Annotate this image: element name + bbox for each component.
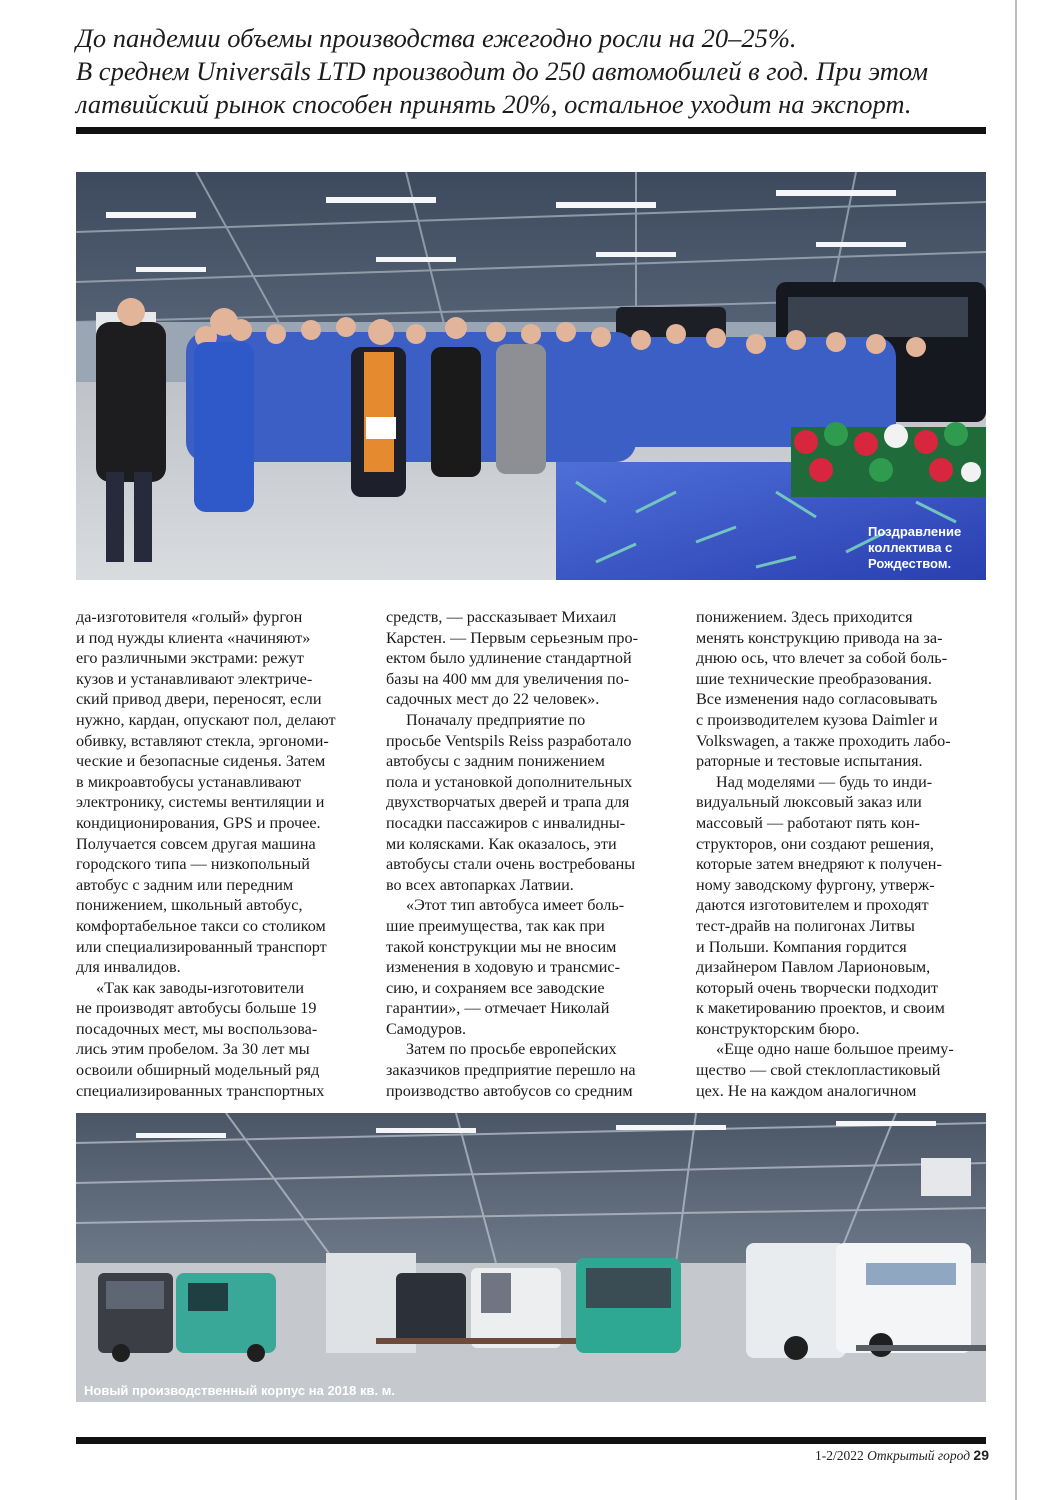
text-line: Поначалу предприятие по bbox=[406, 710, 586, 729]
text-line: с производителем кузова Daimler и bbox=[696, 710, 938, 729]
text-line: Затем по просьбе европейских bbox=[406, 1040, 617, 1059]
text-line: днюю ось, что влечет за собой боль- bbox=[696, 649, 948, 668]
text-line: ческие и безопасные сиденья. Затем bbox=[76, 752, 326, 771]
pull-quote-line: латвийский рынок способен принять 20%, остальное уходит на экспорт. bbox=[76, 89, 912, 119]
text-line: и Польши. Компания гордится bbox=[696, 937, 907, 956]
pull-quote-rule bbox=[76, 127, 986, 134]
text-line: производство автобусов со средним bbox=[386, 1081, 633, 1100]
text-line: понижением, школьный автобус, bbox=[76, 896, 303, 915]
text-line: шие преимущества, так как при bbox=[386, 916, 605, 935]
page-footer bbox=[815, 1447, 989, 1464]
text-line: который очень творчески подходит bbox=[696, 978, 939, 997]
photo-production-hall bbox=[76, 1113, 986, 1402]
text-line: базы на 400 мм для увеличения по- bbox=[386, 669, 630, 688]
article-column-2 bbox=[386, 607, 678, 1101]
pull-quote bbox=[76, 22, 996, 121]
text-line: кондиционирования, GPS и прочее. bbox=[76, 813, 321, 832]
text-line: и под нужды клиента «начиняют» bbox=[76, 628, 311, 647]
text-line: которые затем внедряют к получен- bbox=[696, 855, 942, 874]
text-line: тест-драйв на полигонах Литвы bbox=[696, 916, 915, 935]
text-line: садочных мест до 22 человек». bbox=[386, 690, 600, 709]
photo-caption: Новый производственный корпус на 2018 кв. м. bbox=[84, 1383, 395, 1398]
text-line: городского типа — низкопольный bbox=[76, 855, 310, 874]
text-line: понижением. Здесь приходится bbox=[696, 608, 913, 626]
text-line: конструкторским бюро. bbox=[696, 1019, 860, 1038]
text-line: «Этот тип автобуса имеет боль- bbox=[406, 896, 625, 915]
text-line: кузов и устанавливают электриче- bbox=[76, 669, 313, 688]
text-line: его различными экстрами: режут bbox=[76, 649, 304, 668]
pull-quote-line: В среднем Universāls LTD производит до 250 автомобилей в год. При этом bbox=[76, 56, 929, 86]
text-line: во всех автопарках Латвии. bbox=[386, 875, 574, 894]
issue-number: 1-2/2022 bbox=[815, 1448, 864, 1463]
text-line: освоили обширный модельный ряд bbox=[76, 1061, 320, 1080]
text-line: Все изменения надо согласовывать bbox=[696, 690, 938, 709]
text-line: массовый — работают пять кон- bbox=[696, 813, 920, 832]
text-line: не производят автобусы больше 19 bbox=[76, 999, 317, 1018]
text-line: гарантии», — отмечает Николай bbox=[386, 999, 610, 1018]
text-line: электронику, системы вентиляции и bbox=[76, 793, 325, 812]
photo-caption-line: Рождеством. bbox=[868, 556, 952, 571]
text-line: видуальный люксовый заказ или bbox=[696, 793, 922, 812]
text-line: лись этим пробелом. За 30 лет мы bbox=[76, 1040, 310, 1059]
magazine-name: Открытый город bbox=[867, 1448, 971, 1463]
text-line: ектом было удлинение стандартной bbox=[386, 649, 632, 668]
text-line: «Так как заводы-изготовители bbox=[96, 978, 305, 997]
text-line: автобусы с задним понижением bbox=[386, 752, 605, 771]
text-line: нужно, кардан, опускают пол, делают bbox=[76, 710, 336, 729]
text-line: посадки пассажиров с инвалидны- bbox=[386, 813, 626, 832]
photo-caption bbox=[868, 524, 961, 572]
article-column-3 bbox=[696, 607, 992, 1101]
text-line: автобусы стали очень востребованы bbox=[386, 855, 636, 874]
text-line: комфортабельное такси со столиком bbox=[76, 916, 326, 935]
text-line: ский привод двери, переносят, если bbox=[76, 690, 322, 709]
text-line: в микроавтобусы устанавливают bbox=[76, 772, 302, 791]
text-line: структоров, они создают решения, bbox=[696, 834, 934, 853]
text-line: ми колясками. Как оказалось, эти bbox=[386, 834, 617, 853]
text-line: двухстворчатых дверей и трапа для bbox=[386, 793, 630, 812]
photo-staff-gathering bbox=[76, 172, 986, 580]
text-line: средств, — рассказывает Михаил bbox=[386, 608, 617, 626]
footer-rule bbox=[76, 1437, 986, 1444]
text-line: шие технические преобразования. bbox=[696, 669, 932, 688]
page-edge-rule bbox=[1015, 0, 1017, 1500]
text-line: «Еще одно наше большое преиму- bbox=[716, 1040, 954, 1059]
text-line: Получается совсем другая машина bbox=[76, 834, 316, 853]
text-line: специализированных транспортных bbox=[76, 1081, 325, 1100]
text-line: щество — свой стеклопластиковый bbox=[696, 1061, 941, 1080]
text-line: Над моделями — будь то инди- bbox=[716, 772, 933, 791]
pull-quote-line: До пандемии объемы производства ежегодно росли на 20–25%. bbox=[76, 23, 797, 53]
text-line: обивку, вставляют стекла, эргономи- bbox=[76, 731, 329, 750]
text-line: к макетированию проектов, и своим bbox=[696, 999, 945, 1018]
text-line: Карстен. — Первым серьезным про- bbox=[386, 628, 638, 647]
photo-caption-line: коллектива с bbox=[868, 540, 953, 555]
text-line: раторные и тестовые испытания. bbox=[696, 752, 923, 771]
text-line: такой конструкции мы не вносим bbox=[386, 937, 617, 956]
text-line: даются изготовителем и проходят bbox=[696, 896, 929, 915]
text-line: автобус с задним или передним bbox=[76, 875, 294, 894]
text-line: сию, и сохраняем все заводские bbox=[386, 978, 605, 997]
text-line: для инвалидов. bbox=[76, 958, 181, 977]
text-line: изменения в ходовую и трансмис- bbox=[386, 958, 620, 977]
photo-caption-line: Поздравление bbox=[868, 524, 962, 539]
page-number: 29 bbox=[973, 1447, 989, 1463]
text-line: менять конструкцию привода на за- bbox=[696, 628, 943, 647]
text-line: да-изготовителя «голый» фургон bbox=[76, 608, 303, 626]
text-line: заказчиков предприятие перешло на bbox=[386, 1061, 636, 1080]
text-line: цех. Не на каждом аналогичном bbox=[696, 1081, 917, 1100]
text-line: дизайнером Павлом Ларионовым, bbox=[696, 958, 931, 977]
text-line: посадочных мест, мы воспользова- bbox=[76, 1019, 318, 1038]
text-line: Volkswagen, а также проходить лабо- bbox=[696, 731, 951, 750]
text-line: или специализированный транспорт bbox=[76, 937, 327, 956]
text-line: просьбе Ventspils Reiss разработало bbox=[386, 731, 632, 750]
text-line: ному заводскому фургону, утверж- bbox=[696, 875, 935, 894]
text-line: пола и установкой дополнительных bbox=[386, 772, 633, 791]
text-line: Самодуров. bbox=[386, 1019, 467, 1038]
article-column-1 bbox=[76, 607, 368, 1101]
